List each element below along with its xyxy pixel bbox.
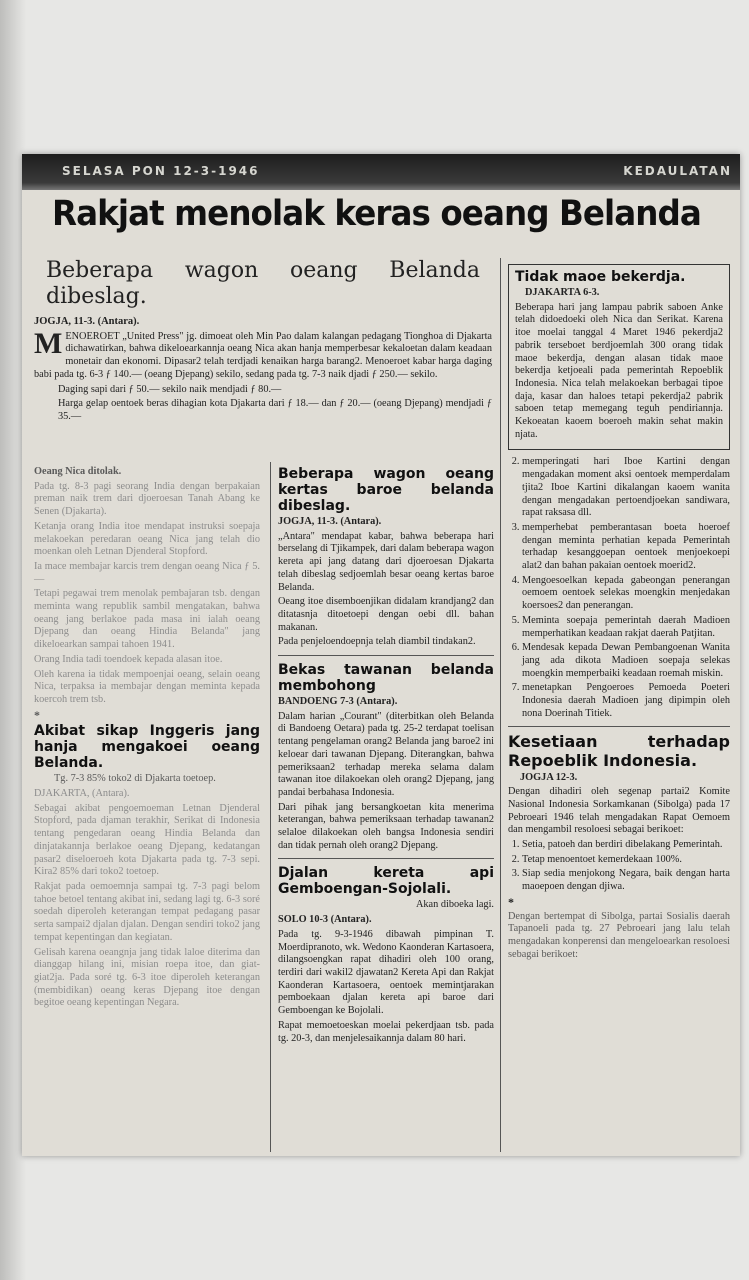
lead-dateline: JOGJA, 11-3. (Antara). xyxy=(34,316,140,327)
nica-paragraph: Tetapi pegawai trem menolak pembajaran tsb. dengan meminta wang republik sambil mengatakan, bahwa oeang jang berlakoe pada masa ini ialah oeang Djepang dan oeang Hindia Belanda" jang dikeloearkan sampai tahoen 1941. xyxy=(34,588,260,651)
resolution-list-1 xyxy=(508,456,730,720)
akibat-paragraph: Rakjat pada oemoemnja sampai tg. 7-3 pagi belom tahoe betoel tentang akibat ini, sedang lagi tg. 6-3 soré soedah diperoleh keterangan tempat pedagang pasar serta sampai2 djalan djalan. Dengan sendiri toko2 jang tempat kepentingan dan kegiatan. xyxy=(34,880,260,943)
section-star: * xyxy=(508,894,514,909)
column-2 xyxy=(278,466,494,1047)
kereta-dateline: SOLO 10-3 (Antara). xyxy=(278,914,372,926)
lead-title: Beberapa wagon oeang Belanda dibeslag. xyxy=(46,258,480,309)
list-item: 4. Mengoesoelkan kepada gabeongan penerangan oemoem oentoek selekas moengkin menjedakan koersoes2 dan penerangan. xyxy=(522,575,730,613)
akibat-paragraph: Sebagai akibat pengoemoeman Letnan Djenderal Stopford, pada djaman terakhir, Serikat di Indonesia tentang pengedaran oeang Hindia Belanda dan dinjatakannja berlakoe oeang Djepang, kedatangan pasar2 diseloeroeh kota Djakarta pada tg. 7-3 sepi. Kira2 85% dari toko2 toetoep. xyxy=(34,802,260,878)
dropcap: M xyxy=(34,326,63,360)
column-rule xyxy=(500,258,501,1152)
resolution-list-2 xyxy=(508,839,730,894)
masthead-bar xyxy=(22,154,740,190)
kesetiaan-dateline: JOGJA 12-3. xyxy=(520,771,578,783)
kesetiaan-title: Kesetiaan terhadap Repoeblik Indonesia. xyxy=(508,731,730,770)
list-item: 3. Siap sedia menjokong Negara, baik dengan harta maoepoen dengan djiwa. xyxy=(522,868,730,893)
lead-paragraph-2: Daging sapi dari ƒ 50.— sekilo naik mendjadi ƒ 80.— xyxy=(58,383,282,395)
section-star: * xyxy=(34,707,40,722)
lead-text: ENOEROET „United Press" jg. dimoeat oleh Min Pao dalam kalangan pedagang Tionghoa di Djakarta dichawatirkan, bahwa dikeloearkannja oeang Nica akan hanja memperbesar kekaloetan dalam keadaan monetair dan ekonomi. Dipasar2 telah terdjadi kenaikan harga barang2. Menoeroet kabar harga daging babi pada tg. 6-3 ƒ 140.— (oeang Djepang) sekilo, sedang pada tg. 7-3 naik djadi ƒ 250.— sekilo. xyxy=(34,330,492,380)
nica-paragraph: Pada tg. 8-3 pagi seorang India dengan berpakaian preman naik trem dari djoeroesan Tanah Abang ke Senen (Djakarta). xyxy=(34,480,260,518)
column-1 xyxy=(34,466,260,1012)
list-item: 2. Tetap menoentoet kemerdekaan 100%. xyxy=(522,854,730,867)
list-item: 6. Mendesak kepada Dewan Pembangoenan Wanita jang ada dikota Madioen soepaja selekas moengkin memperbaiki keadaan roemah miskin. xyxy=(522,642,730,680)
list-item: 5. Meminta soepaja pemerintah daerah Madioen memperhatikan keadaan rakjat daerah Patjitan. xyxy=(522,615,730,640)
nica-paragraph: Ia mace membajar karcis trem dengan oeang Nica ƒ 5.— xyxy=(34,560,260,585)
wagon-dateline: JOGJA, 11-3. (Antara). xyxy=(278,516,382,527)
section-divider xyxy=(278,655,494,656)
akibat-title: Akibat sikap Inggeris jang hanja mengakoei oeang Belanda. xyxy=(34,723,260,772)
list-item: 7. menetapkan Pengoeroes Pemoeda Poeteri Indonesia daerah Madioen jang dipimpin oleh nona Doerinah Titiek. xyxy=(522,682,730,720)
kesetiaan-paragraph: Dengan dihadiri oleh segenap partai2 Komite Nasional Indonesia Sorkamkanan (Sibolga) pada 17 Pebroeari 1946 telah mengadakan Rapat Oemoem dan mengambil resoloesi sebagai berikoet: xyxy=(508,786,730,836)
wagon-paragraph: Pada penjeloendoepnja telah diambil tindakan2. xyxy=(278,636,476,648)
column-3 xyxy=(508,264,730,963)
tidak-title: Tidak maoe bekerdja. xyxy=(515,269,686,285)
kesetiaan-paragraph-2: Dengan bertempat di Sibolga, partai Sosialis daerah Tapanoeli pada tg. 27 Pebroeari jang lalu telah mengadakan konperensi dan mengeloearkan resoloesi sebagai berikoet: xyxy=(508,910,730,960)
list-item: 2. memperingati hari Iboe Kartini dengan mengadakan moment aksi oentoek memperdalam tjita2 Iboe Kartini dikalangan kaoem wanita dengan mengadakan pertoendjoekan sandiwara, rapat raksasa dll. xyxy=(522,456,730,520)
list-item: 1. Setia, patoeh dan berdiri dibelakang Pemerintah. xyxy=(522,839,730,852)
lead-paragraph-3: Harga gelap oentoek beras dihagian kota Djakarta dari ƒ 18.— dan ƒ 20.— (oeang Djepang) mendjadi ƒ 35.— xyxy=(58,398,492,422)
column-rule xyxy=(270,462,271,1152)
nica-paragraph: Ketanja orang India itoe mendapat instruksi soepaja melakoekan peredaran oeang Nica jang telah dio moenkan oleh Letnan Djenderal Stopford. xyxy=(34,520,260,558)
main-headline: Rakjat menolak keras oeang Belanda xyxy=(52,194,701,234)
lead-paragraph xyxy=(34,326,492,382)
masthead-date: SELASA PON 12-3-1946 xyxy=(62,164,260,178)
tidak-box xyxy=(508,264,730,450)
kereta-paragraph: Pada tg. 9-3-1946 dibawah pimpinan T. Moerdipranoto, wk. Wedono Kaonderan Kartasoera, dilangsoengkan rapat dihadiri oleh 100 orang, terdiri dari wakil2 djawatan2 Kereta Api dan Rakjat Kaonderan Kartasoera, oentoek memintjarakan pemboekaan djalan kereta api baroe dari Gemboengan ke Bojolali. xyxy=(278,928,495,1017)
section-divider xyxy=(508,726,730,727)
nica-paragraph: Orang India tadi toendoek kepada alasan itoe. xyxy=(34,653,223,665)
list-item: 3. memperhebat pemberantasan boeta hoeroef dengan meminta perhatian kepada Pemerintah terhadap kesanggoepan oentoek menjoekoepi alat2 dan bahan pakaian oentoek moerid2. xyxy=(522,522,730,573)
newspaper-clipping xyxy=(22,154,740,1156)
tidak-paragraph: Beberapa hari jang lampau pabrik saboen Anke telah didoedoeki oleh Nica dan Serikat. Karena itoe moelai tanggal 4 Maret 1946 pekerdja2 pabrik terseboet berdjoemlah 300 orang tidak maoe bekerdja, dengan alasan tidak maoe bekerdja ketjoeali pada pemerintah Repoeblik Indonesia. Nica telah melakoekan berbagai tipoe daja, kasar dan haloes tetapi pekerdja2 pabrik saboen tetap memegang teguh pendiriannja. Kekoeatan kaoem boeroeh makin sehat makin njata. xyxy=(515,301,723,440)
masthead-paper-name: KEDAULATAN xyxy=(623,164,732,178)
akibat-subtitle: Tg. 7-3 85% toko2 di Djakarta toetoep. xyxy=(54,773,216,785)
kereta-paragraph: Rapat memoetoeskan moelai pekerdjaan tsb. pada tg. 20-3, dan menjelesaikannja dalam 80 hari. xyxy=(278,1019,494,1044)
lead-article xyxy=(34,258,492,426)
akibat-paragraph: Gelisah karena oeangnja jang tidak laloe diterima dan dianggap hilang ini, misian roepa itoe, dan giat-giat2ja. Pada soré tg. 6-3 itoe diperoleh keterangan (membidikan) oeang keras Djepang itoe dengan begitoe oeang kepentingan Negara. xyxy=(34,946,260,1009)
bekas-title: Bekas tawanan belanda membohong xyxy=(278,662,494,695)
wagon-paragraph: Oeang itoe disemboenjikan didalam krandjang2 dan ditatasnja ditoetoepi dengan oebi dll. bahan makanan. xyxy=(278,596,494,633)
bekas-dateline: BANDOENG 7-3 (Antara). xyxy=(278,696,398,708)
wagon-paragraph: „Antara" mendapat kabar, bahwa beberapa hari berselang di Tjikampek, dari dalam beberapa wagon kereta api jang datang dari djoeroesan Djakarta telah dibeslag sedjoemlah besar oeang kertas baroe Belanda. xyxy=(278,530,494,593)
kereta-subtitle: Akan diboeka lagi. xyxy=(415,899,494,911)
wagon-title: Beberapa wagon oeang kertas baroe belanda dibeslag. xyxy=(278,466,494,514)
section-divider xyxy=(278,858,494,859)
bekas-paragraph: Dari pihak jang bersangkoetan kita menerima keterangan, bahwa pemeriksaan terhadap tawanan2 selaloe dilakoekan oleh bangsa Indonesia sendiri dan tidak pernah oleh orang2 Djepang. xyxy=(278,801,494,851)
bekas-paragraph: Dalam harian „Courant" (diterbitkan oleh Belanda di Bandoeng Oetara) pada tg. 25-2 terdapat toelisan tentang pengelaman orang2 Belanda jang baroe2 ini keloear dari tawanan Djepang. Diterangkan, bahwa pemeriksaan2 terhadap mereka selama dalam tawanan itoe dilakoekan oleh orang2 Djepang, jang pandai berbahasa Indonesia. xyxy=(278,710,494,798)
akibat-dateline: DJAKARTA, (Antara). xyxy=(34,788,130,800)
tidak-dateline: DJAKARTA 6-3. xyxy=(525,287,600,298)
nica-title: Oeang Nica ditolak. xyxy=(34,466,122,477)
kereta-title: Djalan kereta api Gemboengan-Sojolali. xyxy=(278,865,494,898)
nica-paragraph: Oleh karena ia tidak mempoenjai oeang, selain oeang Nica, terpaksa ia membajar dengan meminta kepada koercoh trem tsb. xyxy=(34,668,260,705)
